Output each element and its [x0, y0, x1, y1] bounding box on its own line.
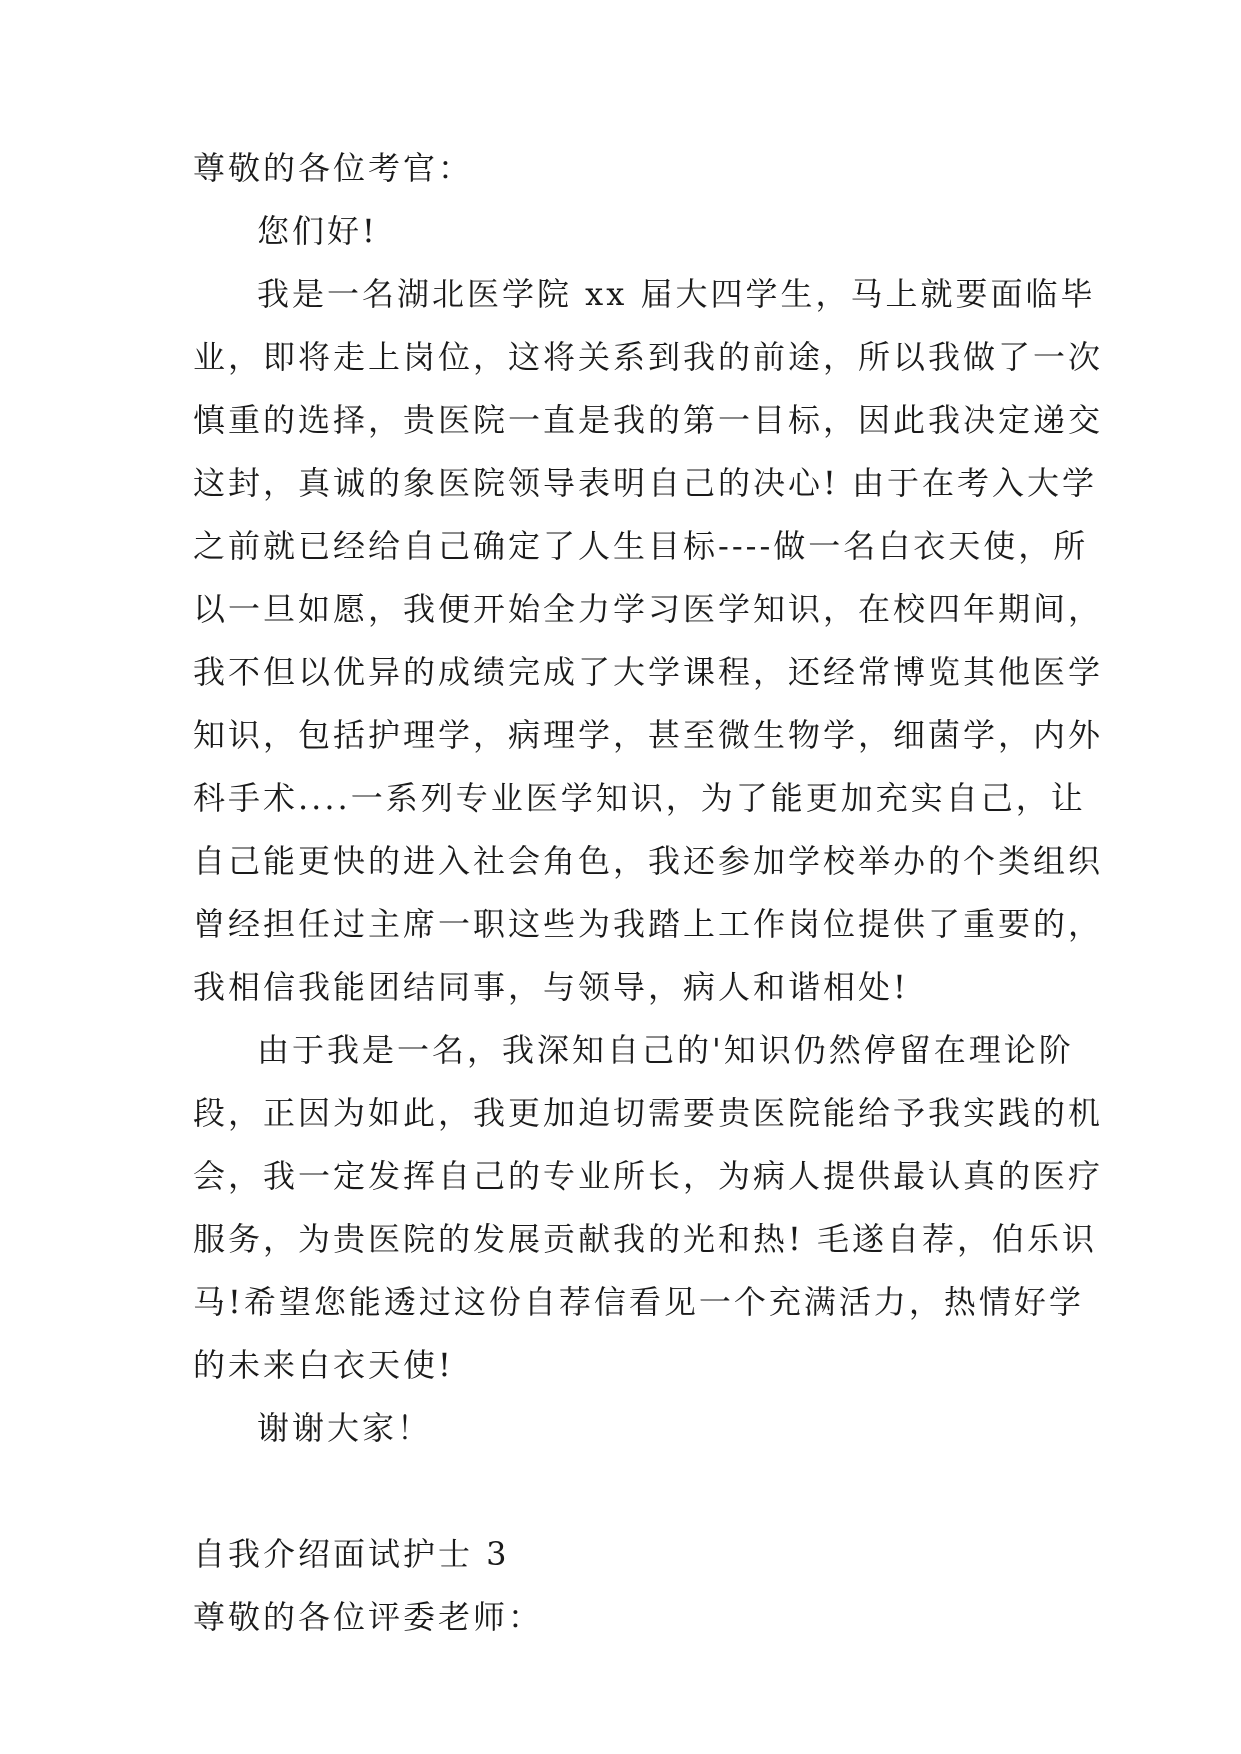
paragraph1-line: 慎重的选择，贵医院一直是我的第一目标，因此我决定递交: [193, 401, 1104, 439]
section-title: 自我介绍面试护士 3: [193, 1535, 510, 1573]
paragraph2-line: 的未来白衣天使!: [193, 1346, 454, 1384]
paragraph2-line: 马!希望您能透过这份自荐信看见一个充满活力，热情好学: [193, 1283, 1084, 1321]
paragraph1-line: 之前就已经给自己确定了人生目标----做一名白衣天使，所: [193, 527, 1089, 565]
paragraph1-line: 这封，真诚的象医院领导表明自己的决心! 由于在考入大学: [193, 464, 1098, 502]
paragraph2-line: 服务，为贵医院的发展贡献我的光和热! 毛遂自荐，伯乐识: [193, 1220, 1098, 1258]
hello-line: 您们好!: [257, 212, 378, 250]
paragraph1-line: 我是一名湖北医学院 xx 届大四学生，马上就要面临毕: [257, 275, 1096, 313]
paragraph2-line: 会，我一定发挥自己的专业所长，为病人提供最认真的医疗: [193, 1157, 1104, 1195]
paragraph1-line: 以一旦如愿，我便开始全力学习医学知识，在校四年期间，: [193, 590, 1104, 628]
greeting-2: 尊敬的各位评委老师：: [193, 1598, 544, 1636]
thanks-line: 谢谢大家！: [257, 1409, 433, 1447]
paragraph1-line: 知识，包括护理学，病理学，甚至微生物学，细菌学，内外: [193, 716, 1104, 754]
paragraph1-line: 我相信我能团结同事，与领导，病人和谐相处!: [193, 968, 909, 1006]
paragraph1-line: 我不但以优异的成绩完成了大学课程，还经常博览其他医学: [193, 653, 1104, 691]
paragraph1-line: 科手术....一系列专业医学知识，为了能更加充实自己，让: [193, 779, 1086, 817]
paragraph1-line: 自己能更快的进入社会角色，我还参加学校举办的个类组织: [193, 842, 1104, 880]
paragraph1-line: 业，即将走上岗位，这将关系到我的前途，所以我做了一次: [193, 338, 1104, 376]
paragraph2-line: 由于我是一名，我深知自己的'知识仍然停留在理论阶: [257, 1031, 1074, 1069]
paragraph2-line: 段，正因为如此，我更加迫切需要贵医院能给予我实践的机: [193, 1094, 1104, 1132]
greeting: 尊敬的各位考官：: [193, 149, 474, 187]
paragraph1-line: 曾经担任过主席一职这些为我踏上工作岗位提供了重要的，: [193, 905, 1104, 943]
